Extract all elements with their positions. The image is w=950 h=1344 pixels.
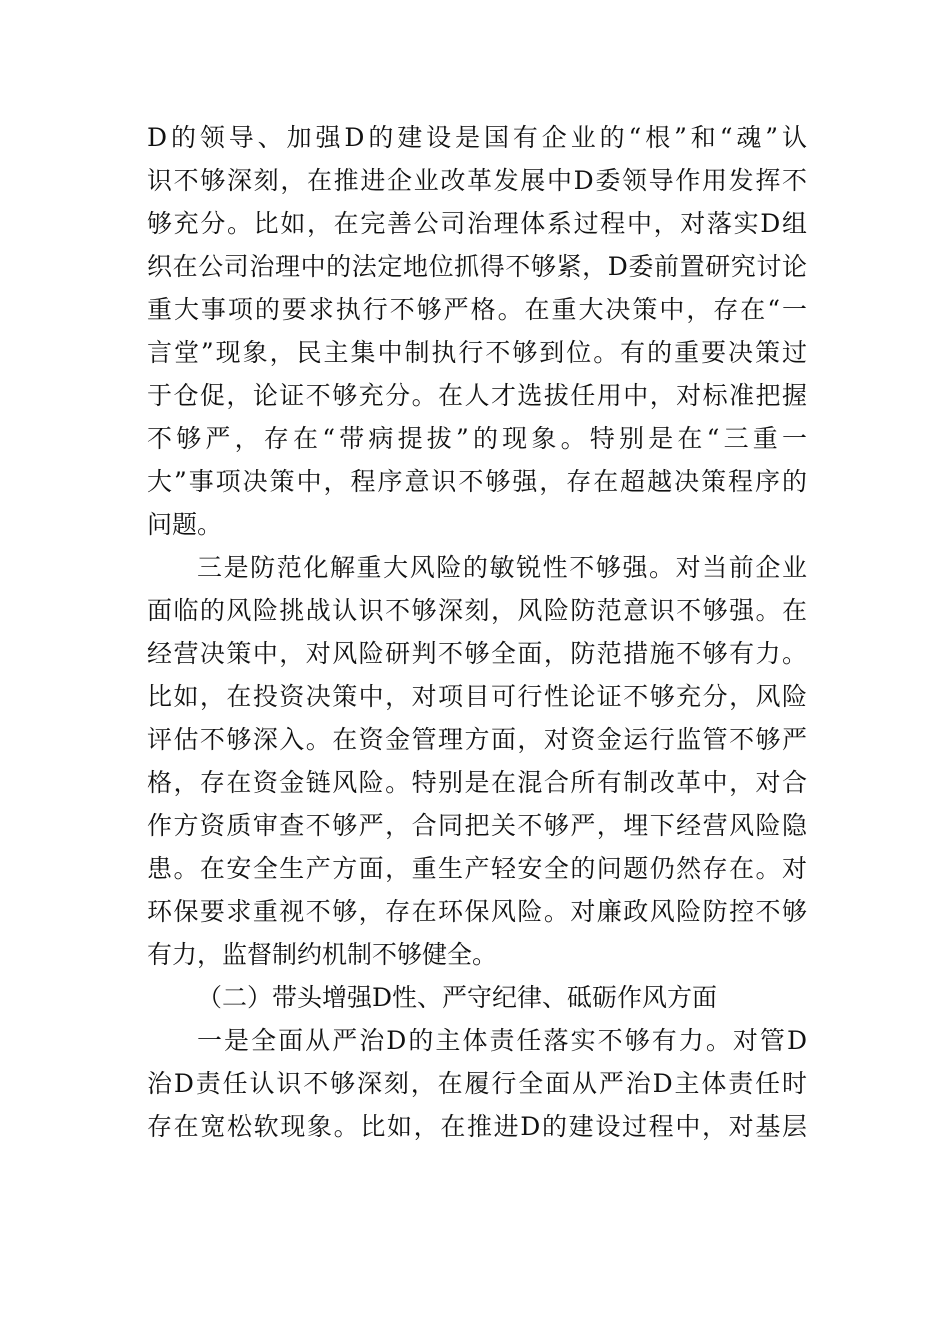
text-line: 格，存在资金链风险。特别是在混合所有制改革中，对合 <box>147 768 807 797</box>
paragraph-start-line: 一是全面从严治D的主体责任落实不够有力。对管D <box>197 1026 807 1055</box>
text-line: 够充分。比如，在完善公司治理体系过程中，对落实D组 <box>147 209 807 238</box>
text-line: 言堂”现象，民主集中制执行不够到位。有的重要决策过 <box>147 338 807 367</box>
text-line: 问题。 <box>147 510 223 539</box>
text-line: 患。在安全生产方面，重生产轻安全的问题仍然存在。对 <box>147 854 807 883</box>
text-line: 经营决策中，对风险研判不够全面，防范措施不够有力。 <box>147 639 807 668</box>
text-line: 重大事项的要求执行不够严格。在重大决策中，存在“一 <box>147 295 807 324</box>
text-line: 环保要求重视不够，存在环保风险。对廉政风险防控不够 <box>147 897 807 926</box>
text-line: 不够严，存在“带病提拔”的现象。特别是在“三重一 <box>147 424 807 453</box>
paragraph-start-line: 三是防范化解重大风险的敏锐性不够强。对当前企业 <box>197 553 807 582</box>
body-text <box>147 116 807 1148</box>
text-line: 面临的风险挑战认识不够深刻，风险防范意识不够强。在 <box>147 596 807 625</box>
text-line: 识不够深刻，在推进企业改革发展中D委领导作用发挥不 <box>147 166 807 195</box>
section-heading: （二）带头增强D性、严守纪律、砥砺作风方面 <box>197 983 718 1012</box>
text-line: 大”事项决策中，程序意识不够强，存在超越决策程序的 <box>147 467 807 496</box>
text-line: 有力，监督制约机制不够健全。 <box>147 940 498 969</box>
text-line: D的领导、加强D的建设是国有企业的“根”和“魂”认 <box>147 123 807 152</box>
text-line: 于仓促，论证不够充分。在人才选拔任用中，对标准把握 <box>147 381 807 410</box>
text-line: 织在公司治理中的法定地位抓得不够紧，D委前置研究讨论 <box>147 252 807 281</box>
text-line: 比如，在投资决策中，对项目可行性论证不够充分，风险 <box>147 682 807 711</box>
text-line: 评估不够深入。在资金管理方面，对资金运行监管不够严 <box>147 725 807 754</box>
text-line: 存在宽松软现象。比如，在推进D的建设过程中，对基层 <box>147 1112 807 1141</box>
text-line: 作方资质审查不够严，合同把关不够严，埋下经营风险隐 <box>147 811 807 840</box>
text-line: 治D责任认识不够深刻，在履行全面从严治D主体责任时 <box>147 1069 807 1098</box>
